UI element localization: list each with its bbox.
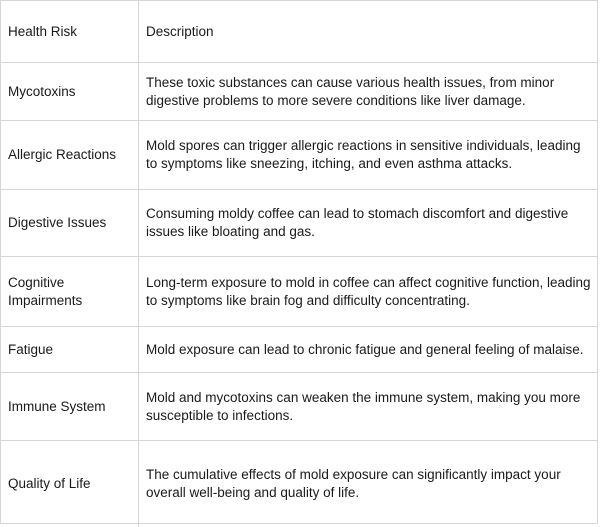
description-cell: Consuming moldy coffee can lead to stomach discomfort and digestive issues like bloating and gas. [139, 190, 598, 257]
health-risk-cell: Digestive Issues [1, 190, 139, 257]
table-row [1, 63, 597, 121]
health-risk-cell: Mycotoxins [1, 63, 139, 121]
column-header-description: Description [139, 1, 598, 63]
health-risk-cell: Immune System [1, 373, 139, 441]
table-row [1, 327, 597, 373]
table-row [1, 257, 597, 327]
description-cell: The cumulative effects of mold exposure can significantly impact your overall well-being and quality of life. [139, 441, 598, 527]
description-cell: Mold and mycotoxins can weaken the immune system, making you more susceptible to infections. [139, 373, 598, 441]
table-row [1, 441, 597, 527]
table-header-row [1, 1, 597, 63]
description-cell: Mold exposure can lead to chronic fatigue and general feeling of malaise. [139, 327, 598, 373]
health-risk-cell: Quality of Life [1, 441, 139, 527]
description-cell: Mold spores can trigger allergic reactions in sensitive individuals, leading to symptoms like sneezing, itching, and even asthma attacks. [139, 121, 598, 190]
table-row [1, 121, 597, 190]
table-row [1, 190, 597, 257]
column-header-health-risk: Health Risk [1, 1, 139, 63]
table-row [1, 373, 597, 441]
description-cell: Long-term exposure to mold in coffee can affect cognitive function, leading to symptoms like brain fog and difficulty concentrating. [139, 257, 598, 327]
description-cell: These toxic substances can cause various health issues, from minor digestive problems to more severe conditions like liver damage. [139, 63, 598, 121]
health-risk-table [1, 1, 597, 527]
health-risk-cell: Fatigue [1, 327, 139, 373]
health-risk-cell: Cognitive Impairments [1, 257, 139, 327]
health-risk-cell: Allergic Reactions [1, 121, 139, 190]
